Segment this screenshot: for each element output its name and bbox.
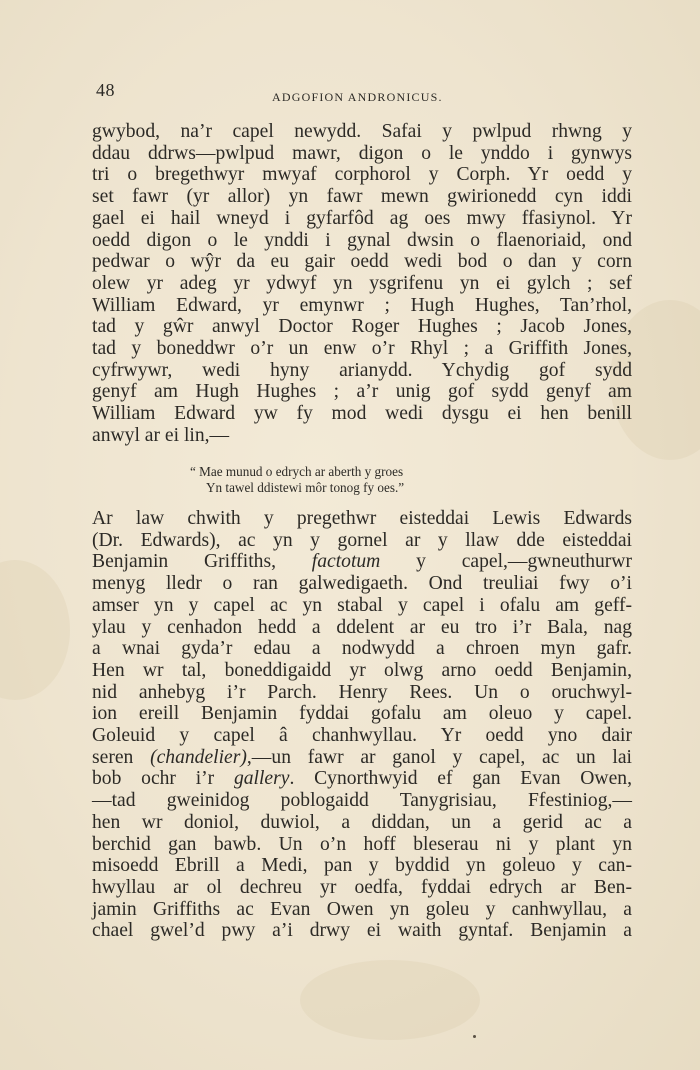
text-line: tad y boneddwr o’r un enw o’r Rhyl ; a Griffith Jones, [92, 338, 632, 360]
text-line: misoedd Ebrill a Medi, pan y byddid yn goleuo y can- [92, 855, 632, 877]
text-run: ,—un fawr ar ganol y capel, ac un lai [246, 746, 632, 768]
text-run: Benjamin Griffiths, [92, 551, 312, 573]
text-line: a wnai gyda’r edau a nodwydd a chroen myn gafr. [92, 638, 632, 660]
text-line [92, 768, 632, 790]
text-line: ion ereill Benjamin fyddai gofalu am oleuo y capel. [92, 703, 632, 725]
text-line: ddau ddrws—pwlpud mawr, digon o le ynddo i gynwys [92, 142, 632, 164]
text-line: Goleuid y capel â chanhwyllau. Yr oedd yno dair [92, 725, 632, 747]
text-line: amser yn y capel ac yn stabal y capel i ofalu am geff- [92, 594, 632, 616]
italic-term: gallery [233, 768, 290, 790]
text-line [92, 551, 632, 573]
text-line: berchid gan bawb. Un o’n hoff bleserau ni y plant yn [92, 833, 632, 855]
paper-speck [473, 1035, 476, 1038]
text-line [92, 747, 632, 769]
text-line: gwybod, na’r capel newydd. Safai y pwlpud rhwng y [92, 121, 632, 142]
page-number: 48 [96, 80, 115, 100]
paragraph-1 [92, 121, 632, 447]
text-line: nid anhebyg i’r Parch. Henry Rees. Un o oruchwyl- [92, 681, 632, 703]
text-line: genyf am Hugh Hughes ; a’r unig gof sydd genyf am [92, 381, 632, 403]
italic-term: (chandelier) [150, 746, 247, 768]
text-line: gael ei hail wneyd i gyfarfôd ag oes mwy ffasiynol. Yr [92, 207, 632, 229]
text-line: hwyllau ar ol dechreu yr oedfa, fyddai edrych ar Ben- [92, 876, 632, 898]
text-line: —tad gweinidog poblogaidd Tanygrisiau, Ffestiniog,— [92, 790, 632, 812]
text-line: ylau y cenhadon hedd a ddelent ar eu tro i’r Bala, nag [92, 616, 632, 638]
paper-stain [0, 560, 70, 700]
paragraph-2 [92, 508, 632, 942]
text-line: William Edward, yr emynwr ; Hugh Hughes, Tan’rhol, [92, 294, 632, 316]
text-line: anwyl ar ei lin,— [92, 424, 230, 446]
text-line: tri o bregethwyr mwyaf corphorol y Corph. Yr oedd y [92, 164, 632, 186]
text-line: tad y gŵr anwyl Doctor Roger Hughes ; Jacob Jones, [92, 316, 632, 338]
text-line: Ar law chwith y pregethwr eisteddai Lewis Edwards [92, 508, 632, 529]
italic-term: factotum [311, 551, 381, 573]
text-line: (Dr. Edwards), ac yn y gornel ar y llaw dde eisteddai [92, 529, 632, 551]
text-line: hen wr doniol, duwiol, a diddan, un a gerid ac a [92, 811, 632, 833]
text-line: pedwar o wŷr da eu gair oedd wedi bod o dan y corn [92, 251, 632, 273]
text-line: olew yr adeg yr ydwyf yn ysgrifenu yn ei gylch ; sef [92, 272, 632, 294]
text-line: menyg lledr o ran galwedigaeth. Ond treuliai fwy o’i [92, 573, 632, 595]
text-line: set fawr (yr allor) yn fawr mewn gwirionedd cyn iddi [92, 186, 632, 208]
text-run: bob ochr i’r [92, 768, 234, 790]
text-line: jamin Griffiths ac Evan Owen yn goleu y canhwyllau, a [92, 898, 632, 920]
paper-stain [300, 960, 480, 1040]
text-run: y capel,—gwneuthurwr [380, 551, 632, 573]
verse-line: Yn tawel ddistewi môr tonog fy oes.” [206, 480, 405, 495]
text-line: cyfrwywr, wedi hyny arianydd. Ychydig gof sydd [92, 359, 632, 381]
verse-quote [190, 464, 404, 496]
text-line: chael gwel’d pwy a’i drwy ei waith gyntaf. Benjamin a [92, 920, 632, 942]
running-head: ADGOFION ANDRONICUS. [272, 90, 443, 104]
text-run: . Cynorthwyid ef gan Evan Owen, [289, 768, 632, 790]
text-line: Hen wr tal, boneddigaidd yr olwg arno oedd Benjamin, [92, 659, 632, 681]
text-run: seren [92, 746, 151, 768]
verse-line: “ Mae munud o edrych ar aberth y groes [190, 464, 404, 479]
text-line: William Edward yw fy mod wedi dysgu ei hen benill [92, 403, 632, 425]
text-line: oedd digon o le ynddi i gynal dwsin o flaenoriaid, ond [92, 229, 632, 251]
